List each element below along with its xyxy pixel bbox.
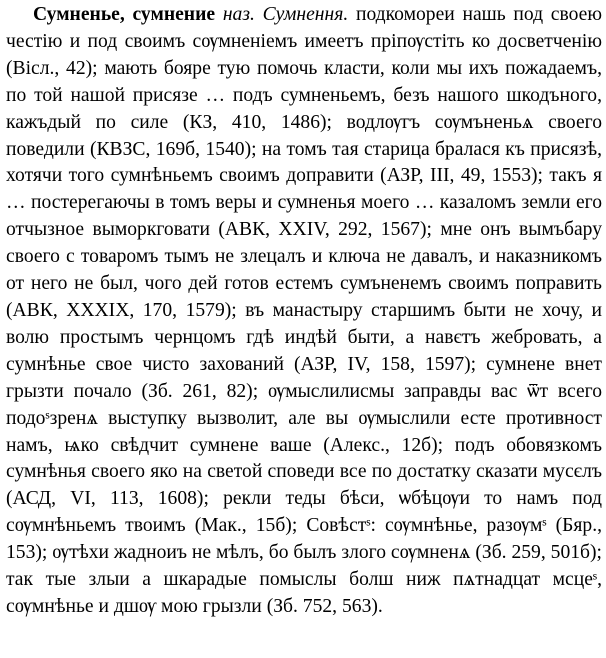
dictionary-entry (6, 2, 602, 621)
gloss: наз. Сумнення. (222, 4, 349, 25)
entry-body: подкомореи нашь под своею честію и под своимъ сѹмненіемъ имеетъ пріпѹстіть ко досветченію (Вісл., 42); мають бояре тую помочь класти, коли мы ихъ пожадаемъ, по той нашой присязе … подъ сумненьемъ, безъ нашого шкодъного, кажъдый по силе (КЗ, 410, 1486); водлѹгъ сѹмъненьѧ своего поведили (КВЗС, 169б, 1540); на томъ тая старица бралася къ присязѣ, хотячи того сумнѣньемъ своимъ доправити (АЗР, III, 49, 1553); такъ я … постерегаючы в томъ веры и сумненья моего … казаломъ земли его отчызное выморкговати (АВК, XXIV, 292, 1567); мне онъ вымъбару своего с товаромъ тымъ не злецалъ и ключа не давалъ, и наказникомъ от него не был, чого дей готов естемъ сумъненемъ своимъ поправить (АВК, XXXIX, 170, 1579); въ манастыру старшимъ быти не хочу, и волю простымъ чернцомъ гдѣ индѣй быти, а навєтъ жебровать, а сумнѣнье свое чисто захований (АЗР, IV, 158, 1597); сумнене внет грызти почало (Зб. 261, 82); ѹмыслилисмы заправды вас ѿт всего подоˢзренѧ выступку вызволит, але вы ѹмыслили есте противност намъ, ѩко свѣдчит сумнене ваше (Алекс., 12б); подъ обовязкомъ сумнѣнья своего яко на светой споведи все по достатку сказати мусєлъ (АСД, VI, 113, 1608); рекли теды бѣси, ѡбѣцѹи то намъ под сѹмнѣньемъ твоимъ (Мак., 15б); Совѣстˢ: сѹмнѣнье, разѹмˢ (Бяр., 153); ѹтѣхи жадноиъ не мѣлъ, бо былъ злого сѹмненѧ (Зб. 259, 501б); так тые злыи а шкарадые помыслы болш ниж пѧтнадцат мсцеˢ, сѹмнѣнье и дшѹ мою грызли (Зб. 752, 563). (6, 4, 602, 617)
dictionary-page (6, 2, 602, 656)
headword: Сумненье, сумнение (33, 4, 216, 25)
